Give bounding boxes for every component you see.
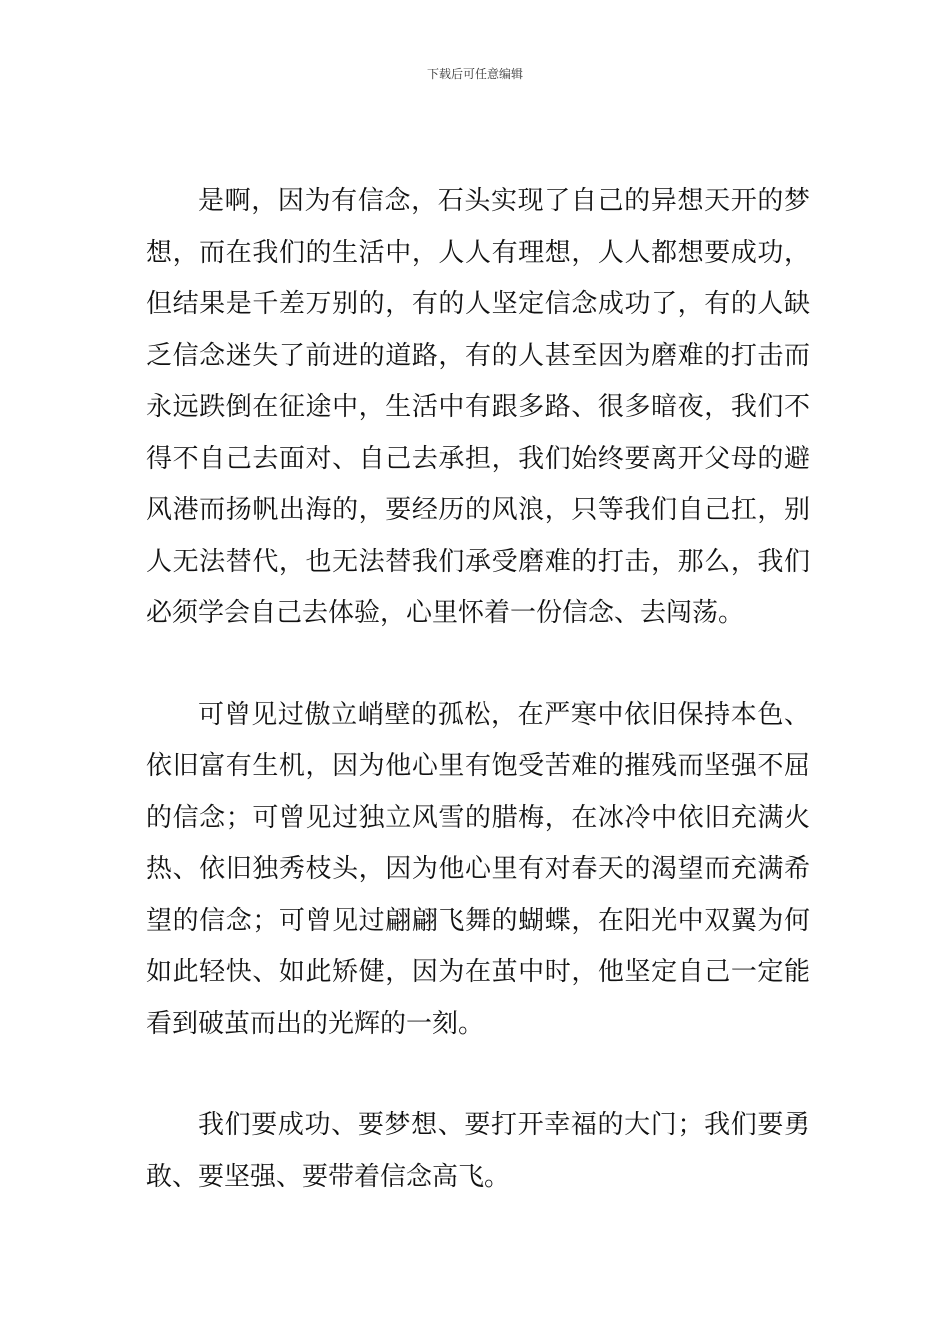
paragraph-3: 我们要成功、要梦想、要打开幸福的大门；我们要勇敢、要坚强、要带着信念高飞。 bbox=[146, 1110, 810, 1192]
paragraph-2: 可曾见过傲立峭壁的孤松，在严寒中依旧保持本色、依旧富有生机，因为他心里有饱受苦难的摧残而坚强不屈的信念；可曾见过独立风雪的腊梅，在冰冷中依旧充满火热、依旧独秀枝头，因为他心里有对春天的渴望而充满希望的信念；可曾见过翩翩飞舞的蝴蝶，在阳光中双翼为何如此轻快、如此矫健，因为在茧中时，他坚定自己一定能看到破茧而出的光辉的一刻。 bbox=[146, 699, 810, 1039]
page-header: 下载后可任意编辑 bbox=[426, 67, 523, 81]
document-body bbox=[146, 176, 810, 1203]
paragraph-1: 是啊，因为有信念，石头实现了自己的异想天开的梦想，而在我们的生活中，人人有理想，人人都想要成功，但结果是千差万别的，有的人坚定信念成功了，有的人缺乏信念迷失了前进的道路，有的人甚至因为磨难的打击而永远跌倒在征途中，生活中有跟多路、很多暗夜，我们不得不自己去面对、自己去承担，我们始终要离开父母的避风港而扬帆出海的，要经历的风浪，只等我们自己扛，别人无法替代，也无法替我们承受磨难的打击，那么，我们必须学会自己去体验，心里怀着一份信念、去闯荡。 bbox=[146, 186, 810, 628]
